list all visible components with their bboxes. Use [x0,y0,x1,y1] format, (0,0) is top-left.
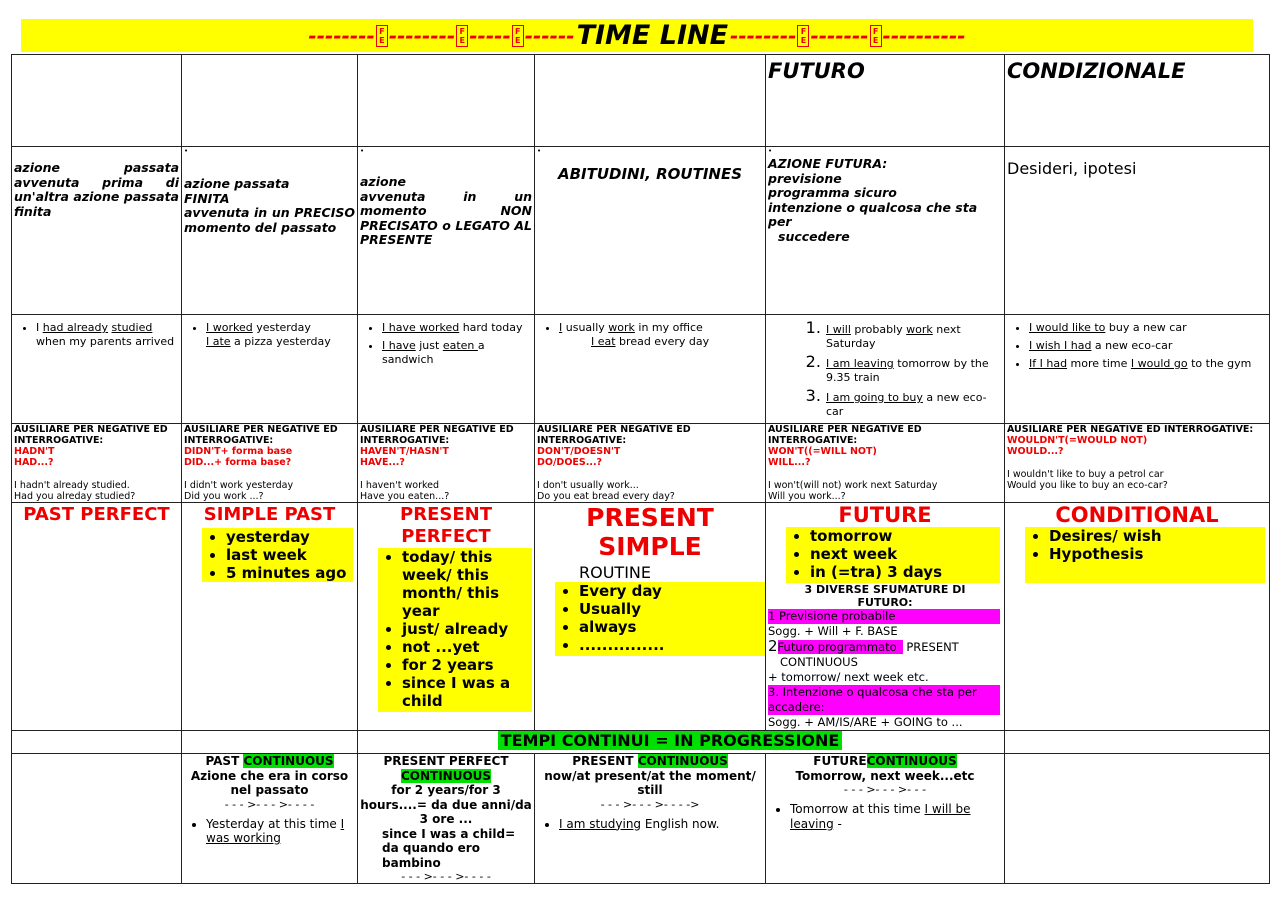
keyword: • today/ this week/ this month/ this year [402,548,532,620]
keyword: • yesterday [226,528,353,546]
example-sentence: • I have just eaten a sandwich [382,339,532,367]
bullet-dot: • [184,147,189,155]
keyword: • next week [810,545,1000,563]
example-list [14,321,179,349]
description-past-perfect: azione passata avvenuta prima di un'altra azione passata finita [14,160,179,219]
auxiliary-cell [182,424,358,503]
question-form: DID...+ forma base? [184,457,292,468]
auxiliary-label: AUSILIARE PER NEGATIVE ED INTERROGATIVE: [360,424,514,446]
empty-cell [182,731,358,754]
auxiliary-row [12,424,1270,503]
future-continuous-title: FUTURECONTINUOUS [813,754,957,768]
question-example: Would you like to buy an eco-car? [1007,480,1168,491]
keyword: • since I was a child [402,674,532,710]
future-shade-prediction-formula: Sogg. + Will + F. BASE [768,624,898,638]
negative-example: I wouldn't like to buy a petrol car [1007,469,1164,480]
keywords-box [378,548,532,712]
future-continuous-desc: Tomorrow, next week...etc [795,768,975,783]
future-shade-planned-formula: + tomorrow/ next week etc. [768,670,929,684]
example-list [184,817,355,846]
question-form: WILL...? [768,457,811,468]
examples-cell [1005,315,1270,424]
fe-icon: F E [870,25,882,47]
negative-form: DIDN'T+ forma base [184,446,293,457]
example-sentence: 3. I am going to buy a new eco-car [826,389,1002,419]
keywords-box [555,582,765,656]
fe-icon: F E [512,25,524,47]
keyword: • just/ already [402,620,532,638]
example-sentence: • I had already studied when my parents arrived [36,321,179,349]
keyword-list [788,527,1000,581]
question-example: Had you alreday studied? [14,491,136,502]
description-line: programma sicuro [768,185,897,200]
banner-dashes: -------- [388,23,456,48]
description-cell [535,147,766,315]
negative-example: I won't(will not) work next Saturday [768,480,938,491]
auxiliary-label: AUSILIARE PER NEGATIVE ED INTERROGATIVE: [184,424,338,446]
banner-dashes: -------- [730,23,797,48]
past-continuous-title: PAST CONTINUOUS [205,754,334,768]
description-line: succedere [778,228,850,244]
examples-cell [358,315,535,424]
empty-cell [12,731,182,754]
question-form: HAVE...? [360,457,405,468]
keyword: • Every day [579,582,765,600]
header-row [12,55,1270,147]
keyword: • Hypothesis [1049,545,1265,563]
tense-cell [766,503,1005,731]
keyword: • for 2 years [402,656,532,674]
negative-example: I haven't worked [360,480,440,491]
description-line: azione [360,174,406,189]
future-shade-intention-formula: Sogg. + AM/IS/ARE + GOING to ... [768,715,963,729]
example-sentence: 1. I will probably work next Saturday [826,321,1002,351]
keyword: • not ...yet [402,638,532,656]
keyword: • Desires/ wish [1049,527,1265,545]
example-sentence: • I worked yesterday I ate a pizza yesterday [206,321,355,349]
negative-form: DON'T/DOESN'T [537,446,621,457]
example-sentence: • I would like to buy a new car [1029,321,1267,335]
keyword-list [557,582,765,654]
negative-form: HAVEN'T/HASN'T [360,446,449,457]
description-present-perfect [360,175,532,248]
present-perfect-continuous-desc: for 2 years/for 3 hours....= da due anni/da 3 ore ... [360,783,532,826]
timeline-arrows: - - - >- - - >- - - - [401,870,491,883]
auxiliary-label: AUSILIARE PER NEGATIVE ED INTERROGATIVE: [768,424,922,446]
example-list [537,321,763,349]
description-cell [1005,147,1270,315]
description-cell [12,147,182,315]
column-title-condizionale: CONDIZIONALE [1007,59,1186,83]
description-present-simple: ABITUDINI, ROUTINES [557,165,743,183]
header-cell-futuro [766,55,1005,147]
description-cell [358,147,535,315]
title-banner [21,19,1253,52]
tense-name-conditional: CONDITIONAL [1055,503,1219,527]
description-line: azione passata [184,176,290,191]
present-simple-subtitle: ROUTINE [579,563,651,582]
example-list [184,321,355,349]
tense-name-past-perfect: PAST PERFECT [23,504,170,525]
future-shade-prediction: 1 Previsione probabile [768,609,1000,624]
page-title: TIME LINE [576,20,729,51]
negative-form: WON'T((=WILL NOT) [768,446,877,457]
example-sentence: • I wish I had a new eco-car [1029,339,1267,353]
fe-icon: F E [797,25,809,47]
header-cell-empty [12,55,182,147]
future-shade-planned-cont: CONTINUOUS [780,655,858,669]
banner-dashes: ---------- [882,23,966,48]
bullet-dot: • [537,147,542,155]
banner-dashes: -------- [308,23,375,48]
description-cell [766,147,1005,315]
column-title-futuro: FUTURO [768,59,865,83]
auxiliary-label: AUSILIARE PER NEGATIVE ED INTERROGATIVE: [14,424,168,446]
tense-name-present-simple: PRESENT SIMPLE [586,503,714,561]
auxiliary-cell [358,424,535,503]
negative-example: I don't usually work... [537,480,639,491]
question-example: Do you eat bread every day? [537,491,675,502]
banner-line [308,20,965,51]
continuous-banner: TEMPI CONTINUI = IN PROGRESSIONE [498,731,843,750]
tense-cell [1005,503,1270,731]
description-line: intenzione o qualcosa che sta per [768,199,978,229]
continuous-banner-cell [358,731,1005,754]
empty-cell [12,754,182,884]
keywords-box [786,527,1000,583]
examples-cell [766,315,1005,424]
keyword-list [1027,527,1265,563]
continuous-cell [766,754,1005,884]
example-sentence: • I usually work in my office I eat bread every day [559,321,763,349]
question-example: Have you eaten...? [360,491,450,502]
description-line: avvenuta in un momento NON PRECISATO o LEGATO AL PRESENTE [360,188,532,247]
timeline-arrows: - - - >- - - >- - - [843,783,927,796]
header-cell-empty [358,55,535,147]
description-line: previsione [768,170,842,186]
example-list [1007,321,1267,371]
continuous-banner-row [12,731,1270,754]
keyword-list [204,528,353,582]
auxiliary-label: AUSILIARE PER NEGATIVE ED INTERROGATIVE: [1007,424,1254,435]
keyword: • ............... [579,636,765,654]
continuous-cell [535,754,766,884]
description-line: FINITA [184,190,230,206]
empty-cell [1005,731,1270,754]
timeline-table [11,54,1270,884]
description-line: avvenuta in un PRECISO momento del passato [184,205,355,235]
example-list [768,321,1002,419]
description-conditional: Desideri, ipotesi [1007,159,1137,178]
example-sentence: • If I had more time I would go to the gym [1029,357,1267,371]
tense-cell [535,503,766,731]
question-form: DO/DOES...? [537,457,603,468]
empty-cell [1005,754,1270,884]
example-sentence: 2. I am leaving tomorrow by the 9.35 train [826,355,1002,385]
header-cell-empty [182,55,358,147]
negative-example: I didn't work yesterday [184,480,294,491]
tense-cell [358,503,535,731]
keyword: • 5 minutes ago [226,564,353,582]
bullet-dot: • [360,147,365,155]
examples-cell [535,315,766,424]
description-line: AZIONE FUTURA: [768,156,888,171]
auxiliary-cell [535,424,766,503]
banner-dashes: ------- [810,23,869,48]
example-sentence: • Tomorrow at this time I will be leaving - [790,802,1002,831]
continuous-row [12,754,1270,884]
example-sentence: • I have worked hard today [382,321,532,335]
example-sentence: • I am studying English now. [559,817,763,832]
example-sentence: • Yesterday at this time I was working [206,817,355,846]
continuous-cell [358,754,535,884]
future-shade-intention: 3. Intenzione o qualcosa che sta per accadere: [768,685,1000,715]
future-shade-planned: 2Futuro programmato PRESENT [768,637,959,655]
examples-cell [12,315,182,424]
question-example: Will you work...? [768,491,846,502]
question-form: WOULD...? [1007,446,1064,457]
keywords-box [1025,527,1265,583]
timeline-arrows: - - - >- - - >- - - - [224,797,315,811]
bullet-dot: • [768,147,773,155]
question-form: HAD...? [14,457,54,468]
description-row [12,147,1270,315]
example-list [537,817,763,832]
keyword-list [380,548,532,710]
negative-form: WOULDN'T(=WOULD NOT) [1007,435,1148,446]
banner-dashes: ------ [524,23,575,48]
tense-row [12,503,1270,731]
auxiliary-cell [1005,424,1270,503]
keyword: • Usually [579,600,765,618]
negative-example: I hadn't already studied. [14,480,130,491]
keyword: • in (=tra) 3 days [810,563,1000,581]
keyword: • tomorrow [810,527,1000,545]
tense-cell [182,503,358,731]
question-example: Did you work ...? [184,491,264,502]
future-shades-title: 3 DIVERSE SFUMATURE DI FUTURO: [804,583,966,609]
present-perfect-continuous-title: PRESENT PERFECT CONTINUOUS [383,754,509,783]
keyword: • last week [226,546,353,564]
header-cell-empty [535,55,766,147]
continuous-cell [182,754,358,884]
description-cell [182,147,358,315]
header-cell-condizionale [1005,55,1270,147]
present-continuous-desc: now/at present/at the moment/ still [544,768,756,797]
tense-cell [12,503,182,731]
examples-cell [182,315,358,424]
fe-icon: F E [376,25,388,47]
auxiliary-cell [12,424,182,503]
past-continuous-desc: Azione che era in corso nel passato [190,768,349,797]
fe-icon: F E [456,25,468,47]
tense-name-present-perfect: PRESENT PERFECT [400,504,492,547]
tense-name-simple-past: SIMPLE PAST [203,504,336,525]
auxiliary-label: AUSILIARE PER NEGATIVE ED INTERROGATIVE: [537,424,691,446]
description-future [768,157,1002,244]
keyword: • always [579,618,765,636]
present-perfect-continuous-since: since I was a child= da quando ero bambino [382,826,516,870]
description-simple-past [184,177,355,235]
present-continuous-title: PRESENT CONTINUOUS [572,754,728,768]
examples-row [12,315,1270,424]
tense-name-future: FUTURE [838,503,932,527]
auxiliary-cell [766,424,1005,503]
negative-form: HADN'T [14,446,55,457]
timeline-arrows: - - - >- - - >- - - -> [600,797,700,811]
banner-dashes: ----- [469,23,511,48]
keywords-box [202,528,353,582]
example-list [360,321,532,367]
example-list [768,802,1002,831]
